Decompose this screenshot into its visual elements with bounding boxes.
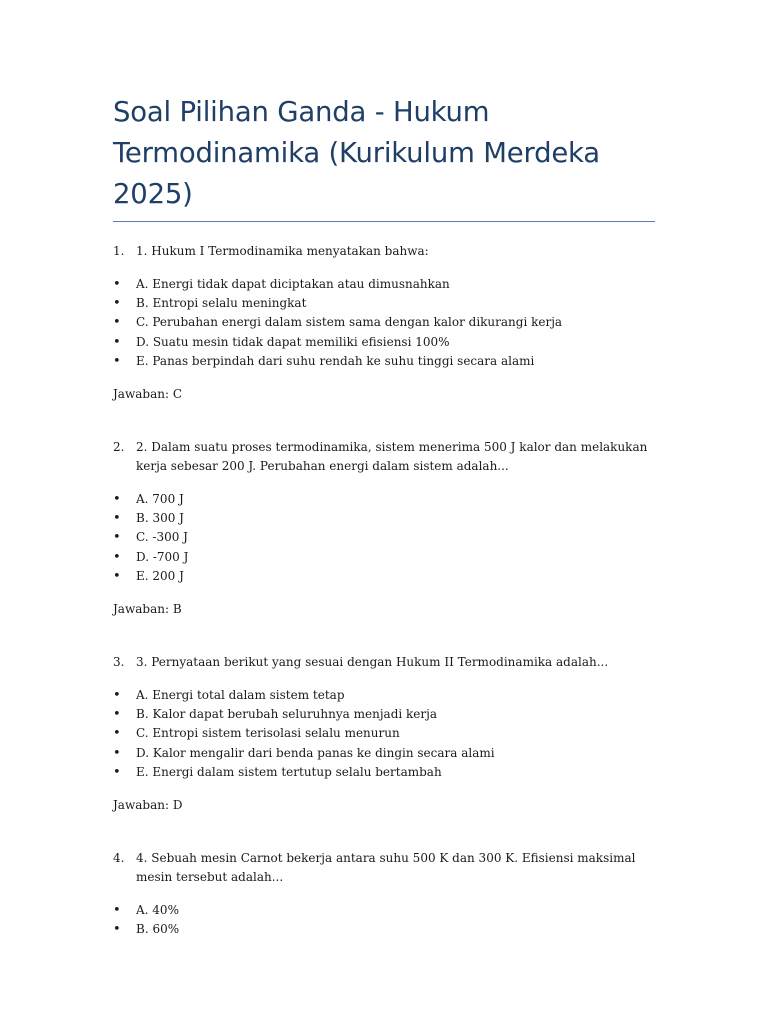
answer-text: Jawaban: D (113, 798, 183, 813)
bullet-icon: • (113, 688, 121, 704)
option-text: A. 700 J (136, 492, 184, 507)
option-item (113, 686, 655, 705)
option-item (113, 763, 655, 782)
bullet-icon: • (113, 277, 121, 292)
bullet-icon: • (113, 511, 121, 527)
question-number: 2. (113, 440, 125, 455)
option-text: A. Energi tidak dapat diciptakan atau dimusnahkan (136, 277, 450, 291)
option-item (113, 333, 655, 352)
bullet-icon: • (113, 745, 121, 761)
option-text: A. Energi total dalam sistem tetap (136, 688, 345, 703)
question-number: 1. (113, 244, 125, 258)
answer-text: Jawaban: B (113, 602, 182, 617)
question-list (113, 242, 655, 939)
option-list (113, 490, 655, 586)
question-item (113, 849, 655, 939)
option-text: E. Panas berpindah dari suhu rendah ke suhu tinggi secara alami (136, 353, 535, 368)
question-item (113, 653, 655, 815)
answer-text: Jawaban: C (113, 387, 182, 402)
question-number: 4. (113, 851, 125, 866)
option-item (113, 528, 655, 547)
option-item (113, 567, 655, 586)
option-text: E. Energi dalam sistem tertutup selalu bertambah (136, 764, 442, 779)
bullet-icon: • (113, 549, 121, 565)
option-list (113, 901, 655, 939)
option-item (113, 509, 655, 528)
option-text: B. 60% (136, 922, 180, 937)
bullet-icon: • (113, 922, 121, 938)
bullet-icon: • (113, 568, 121, 584)
option-text: C. Entropi sistem terisolasi selalu menurun (136, 726, 400, 741)
bullet-icon: • (113, 492, 121, 508)
option-text: C. Perubahan energi dalam sistem sama dengan kalor dikurangi kerja (136, 315, 563, 330)
document-title: Soal Pilihan Ganda - Hukum Termodinamika (Kurikulum Merdeka 2025) (113, 92, 655, 222)
option-text: D. -700 J (136, 549, 189, 564)
document-page (113, 92, 655, 973)
option-text: B. Entropi selalu meningkat (136, 296, 307, 311)
option-item (113, 275, 655, 294)
option-text: B. Kalor dapat berubah seluruhnya menjadi kerja (136, 707, 438, 722)
question-item (113, 242, 655, 404)
bullet-icon: • (113, 334, 121, 350)
option-text: A. 40% (136, 903, 179, 918)
option-item (113, 724, 655, 743)
bullet-icon: • (113, 530, 121, 546)
option-text: E. 200 J (136, 568, 184, 583)
question-item (113, 438, 655, 619)
option-text: C. -300 J (136, 530, 188, 545)
option-text: B. 300 J (136, 511, 184, 526)
option-item (113, 920, 655, 939)
option-item (113, 744, 655, 763)
option-list (113, 686, 655, 782)
option-item (113, 352, 655, 371)
option-item (113, 490, 655, 509)
bullet-icon: • (113, 764, 121, 780)
option-item (113, 294, 655, 313)
question-text: 1. Hukum I Termodinamika menyatakan bahwa: (136, 244, 429, 258)
bullet-icon: • (113, 903, 121, 919)
option-text: D. Kalor mengalir dari benda panas ke dingin secara alami (136, 745, 495, 760)
option-item (113, 313, 655, 332)
bullet-icon: • (113, 726, 121, 742)
option-list (113, 275, 655, 371)
question-text: 3. Pernyataan berikut yang sesuai dengan Hukum II Termodinamika adalah... (136, 655, 609, 670)
question-text: 2. Dalam suatu proses termodinamika, sistem menerima 500 J kalor dan melakukan kerja sebesar 200 J. Perubahan energi dalam sistem adalah... (136, 440, 648, 474)
option-item (113, 548, 655, 567)
bullet-icon: • (113, 296, 121, 312)
question-text: 4. Sebuah mesin Carnot bekerja antara suhu 500 K dan 300 K. Efisiensi maksimal mesin tersebut adalah... (136, 851, 636, 885)
question-number: 3. (113, 655, 125, 670)
option-text: D. Suatu mesin tidak dapat memiliki efisiensi 100% (136, 334, 450, 349)
bullet-icon: • (113, 707, 121, 723)
option-item (113, 705, 655, 724)
bullet-icon: • (113, 353, 121, 369)
option-item (113, 901, 655, 920)
bullet-icon: • (113, 315, 121, 331)
